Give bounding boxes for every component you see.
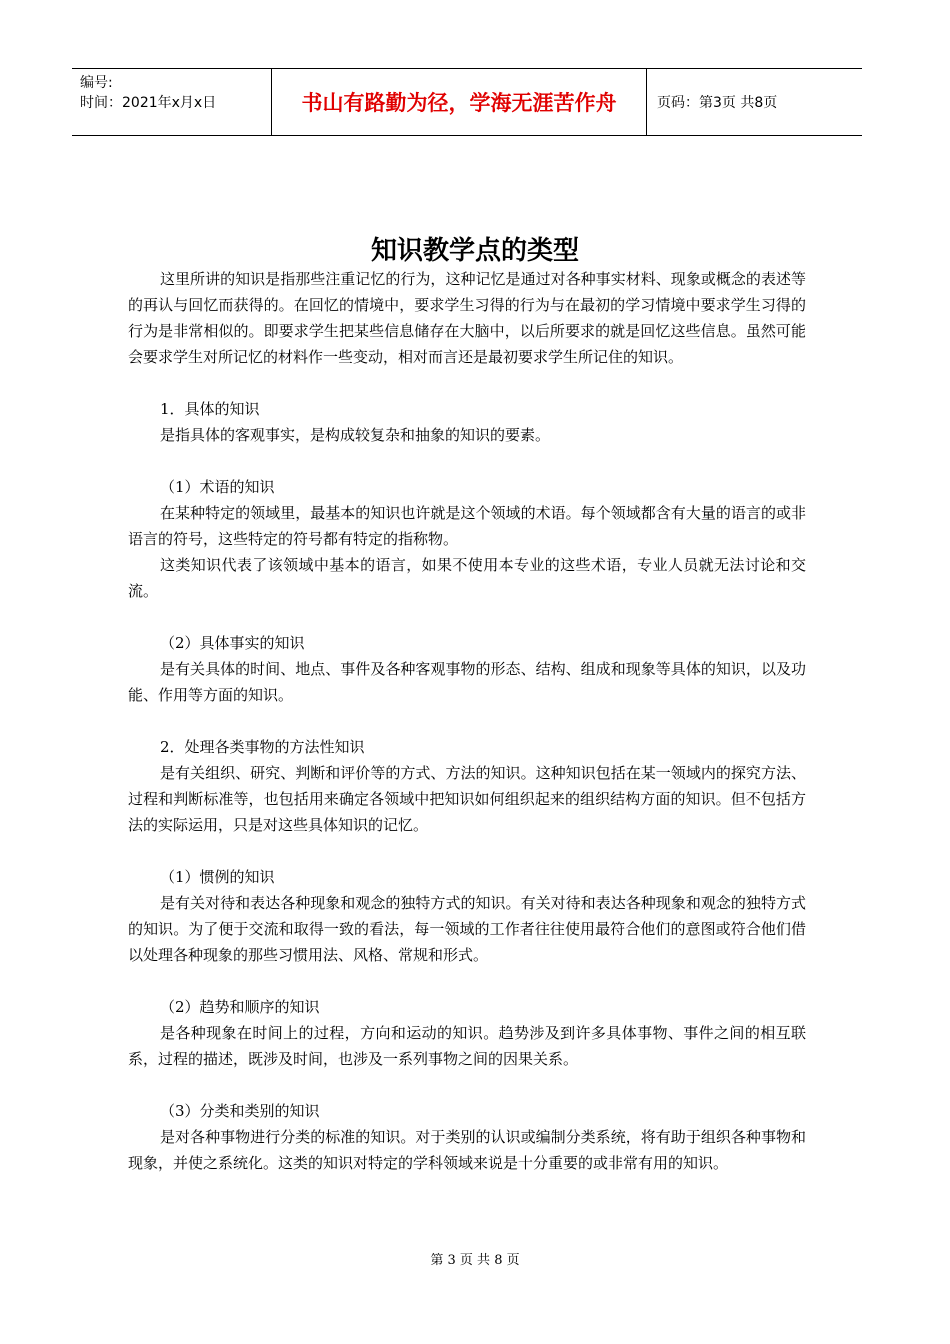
section-1-1-paragraph-2: 这类知识代表了该领域中基本的语言，如果不使用本专业的这些术语，专业人员就无法讨论和交流。	[128, 556, 806, 600]
section-1-2-heading: （2）具体事实的知识	[160, 634, 305, 652]
section-2-3-text: 是对各种事物进行分类的标准的知识。对于类别的认识或编制分类系统，将有助于组织各种事物和现象，并使之系统化。这类的知识对特定的学科领域来说是十分重要的或非常有用的知识。	[128, 1128, 806, 1172]
page-footer: 第 3 页 共 8 页	[430, 1253, 520, 1268]
section-2-3-heading: （3）分类和类别的知识	[160, 1102, 320, 1120]
section-1-2-text: 是有关具体的时间、地点、事件及各种客观事物的形态、结构、组成和现象等具体的知识，以及功能、作用等方面的知识。	[128, 660, 806, 704]
section-1-heading: 1．具体的知识	[160, 400, 260, 418]
section-1-1-heading: （1）术语的知识	[160, 478, 275, 496]
section-2-1-text: 是有关对待和表达各种现象和观念的独特方式的知识。有关对待和表达各种现象和观念的独特方式的知识。为了便于交流和取得一致的看法，每一领域的工作者往往使用最符合他们的意图或符合他们借以处理各种现象的那些习惯用法、风格、常规和形式。	[128, 894, 806, 964]
intro-paragraph: 这里所讲的知识是指那些注重记忆的行为，这种记忆是通过对各种事实材料、现象或概念的表述等的再认与回忆而获得的。在回忆的情境中，要求学生习得的行为与在最初的学习情境中要求学生习得的行为是非常相似的。即要求学生把某些信息储存在大脑中，以后所要求的就是回忆这些信息。虽然可能会要求学生对所记忆的材料作一些变动，相对而言还是最初要求学生所记住的知识。	[128, 270, 806, 366]
section-2-1-heading: （1）惯例的知识	[160, 868, 275, 886]
page-header	[72, 68, 862, 136]
header-motto: 书山有路勤为径，学海无涯苦作舟	[272, 69, 647, 135]
section-1-1-paragraph-1: 在某种特定的领域里，最基本的知识也许就是这个领域的术语。每个领域都含有大量的语言的或非语言的符号，这些特定的符号都有特定的指称物。	[128, 504, 806, 548]
header-page-info: 页码：第3页 共8页	[657, 95, 778, 111]
section-1-text: 是指具体的客观事实，是构成较复杂和抽象的知识的要素。	[160, 426, 551, 444]
header-meta	[72, 69, 272, 135]
time-label: 时间：2021年x月x日	[80, 95, 217, 111]
section-2-2-text: 是各种现象在时间上的过程，方向和运动的知识。趋势涉及到许多具体事物、事件之间的相互联系，过程的描述，既涉及时间，也涉及一系列事物之间的因果关系。	[128, 1024, 806, 1068]
document-body	[128, 266, 806, 1176]
number-label: 编号:	[80, 75, 113, 91]
section-2-2-heading: （2）趋势和顺序的知识	[160, 998, 320, 1016]
document-title: 知识教学点的类型	[370, 236, 579, 266]
section-2-text: 是有关组织、研究、判断和评价等的方式、方法的知识。这种知识包括在某一领域内的探究方法、过程和判断标准等，也包括用来确定各领域中把知识如何组织起来的组织结构方面的知识。但不包括方法的实际运用，只是对这些具体知识的记忆。	[128, 764, 806, 834]
section-2-heading: 2．处理各类事物的方法性知识	[160, 738, 365, 756]
